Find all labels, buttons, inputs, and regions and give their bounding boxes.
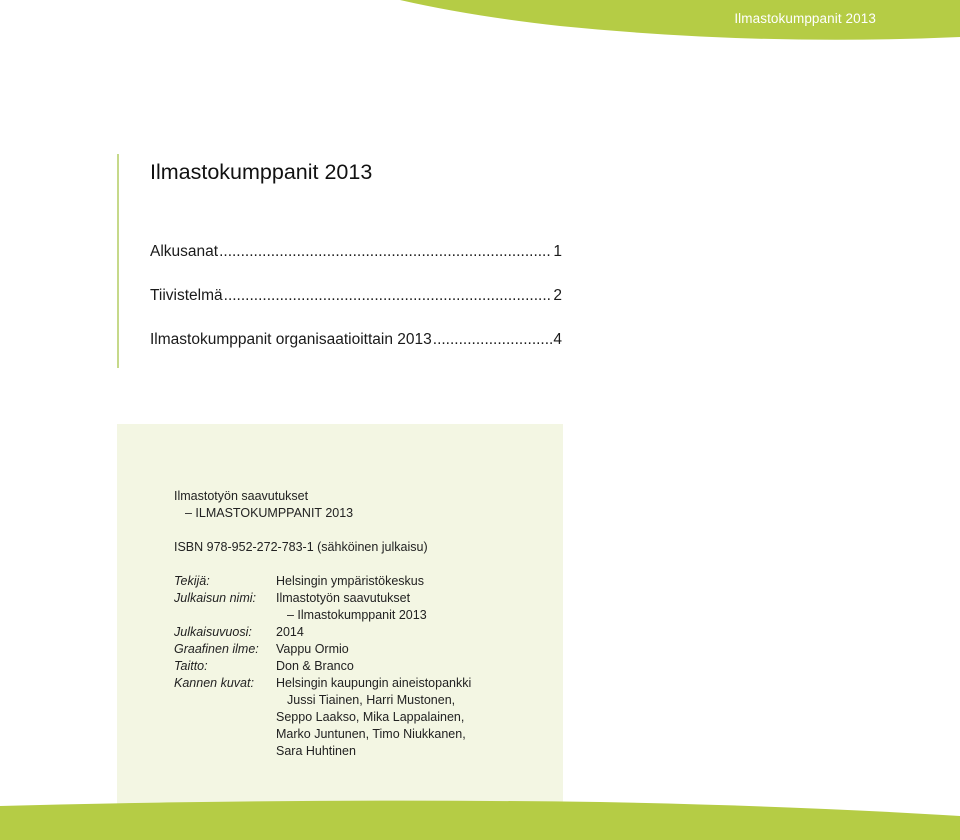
- header-title: Ilmastokumppanit 2013: [734, 11, 876, 26]
- toc-entry[interactable]: [150, 243, 562, 287]
- meta-value-line: Sara Huhtinen: [276, 744, 356, 758]
- meta-value-line: Ilmastotyön saavutukset: [276, 591, 411, 605]
- footer-green-swoosh: [0, 801, 960, 840]
- meta-value-line: – Ilmastokumppanit 2013: [287, 608, 427, 622]
- meta-key: Kannen kuvat:: [174, 676, 254, 690]
- meta-value-line: Helsingin kaupungin aineistopankki: [276, 676, 472, 690]
- publication-meta: [174, 573, 554, 760]
- toc-leader-dots: [219, 243, 552, 261]
- toc-entry-page: 1: [553, 243, 562, 260]
- meta-value: [276, 675, 554, 760]
- publication-title-line1: Ilmastotyön saavutukset: [174, 489, 309, 503]
- meta-row: [174, 573, 554, 590]
- meta-row: [174, 675, 554, 760]
- toc-entry-label: Alkusanat: [150, 243, 219, 260]
- toc-entry-page: 2: [553, 287, 562, 304]
- header-green-swoosh: [400, 0, 960, 40]
- meta-key: Julkaisun nimi:: [174, 591, 256, 605]
- meta-value-line: Seppo Laakso, Mika Lappalainen,: [276, 710, 465, 724]
- toc-leader-dots: [224, 287, 553, 305]
- publication-isbn: ISBN 978-952-272-783-1 (sähköinen julkaisu): [174, 540, 428, 554]
- meta-row: [174, 641, 554, 658]
- meta-value-line: Jussi Tiainen, Harri Mustonen,: [287, 693, 456, 707]
- toc-entry-page: 4: [553, 331, 562, 348]
- meta-key: Julkaisuvuosi:: [174, 625, 252, 639]
- meta-key: Tekijä:: [174, 574, 210, 588]
- meta-value: [276, 624, 554, 641]
- footer-band: [0, 800, 960, 840]
- meta-row: [174, 624, 554, 641]
- meta-value-line: Don & Branco: [276, 659, 354, 673]
- meta-value-line: Helsingin ympäristökeskus: [276, 574, 424, 588]
- meta-value-line: Vappu Ormio: [276, 642, 349, 656]
- publication-title-line2: – ILMASTOKUMPPANIT 2013: [185, 506, 354, 520]
- meta-row: [174, 658, 554, 675]
- toc-entry[interactable]: [150, 287, 562, 331]
- document-title: Ilmastokumppanit 2013: [150, 160, 373, 184]
- publication-info-panel: [117, 424, 563, 804]
- toc-entry[interactable]: [150, 331, 562, 375]
- toc-entry-label: Ilmastokumppanit organisaatioittain 2013: [150, 331, 432, 348]
- meta-key: Graafinen ilme:: [174, 642, 259, 656]
- meta-value: [276, 658, 554, 675]
- meta-value-line: Marko Juntunen, Timo Niukkanen,: [276, 727, 466, 741]
- table-of-contents: [150, 243, 562, 375]
- publication-info: [174, 488, 554, 760]
- toc-vertical-rule: [117, 154, 119, 368]
- meta-row: [174, 590, 554, 624]
- meta-key: Taitto:: [174, 659, 208, 673]
- meta-value-line: 2014: [276, 625, 304, 639]
- toc-leader-dots: [433, 331, 553, 349]
- meta-value: [276, 590, 554, 624]
- toc-entry-label: Tiivistelmä: [150, 287, 223, 304]
- meta-value: [276, 573, 554, 590]
- meta-value: [276, 641, 554, 658]
- header-band: [0, 0, 960, 60]
